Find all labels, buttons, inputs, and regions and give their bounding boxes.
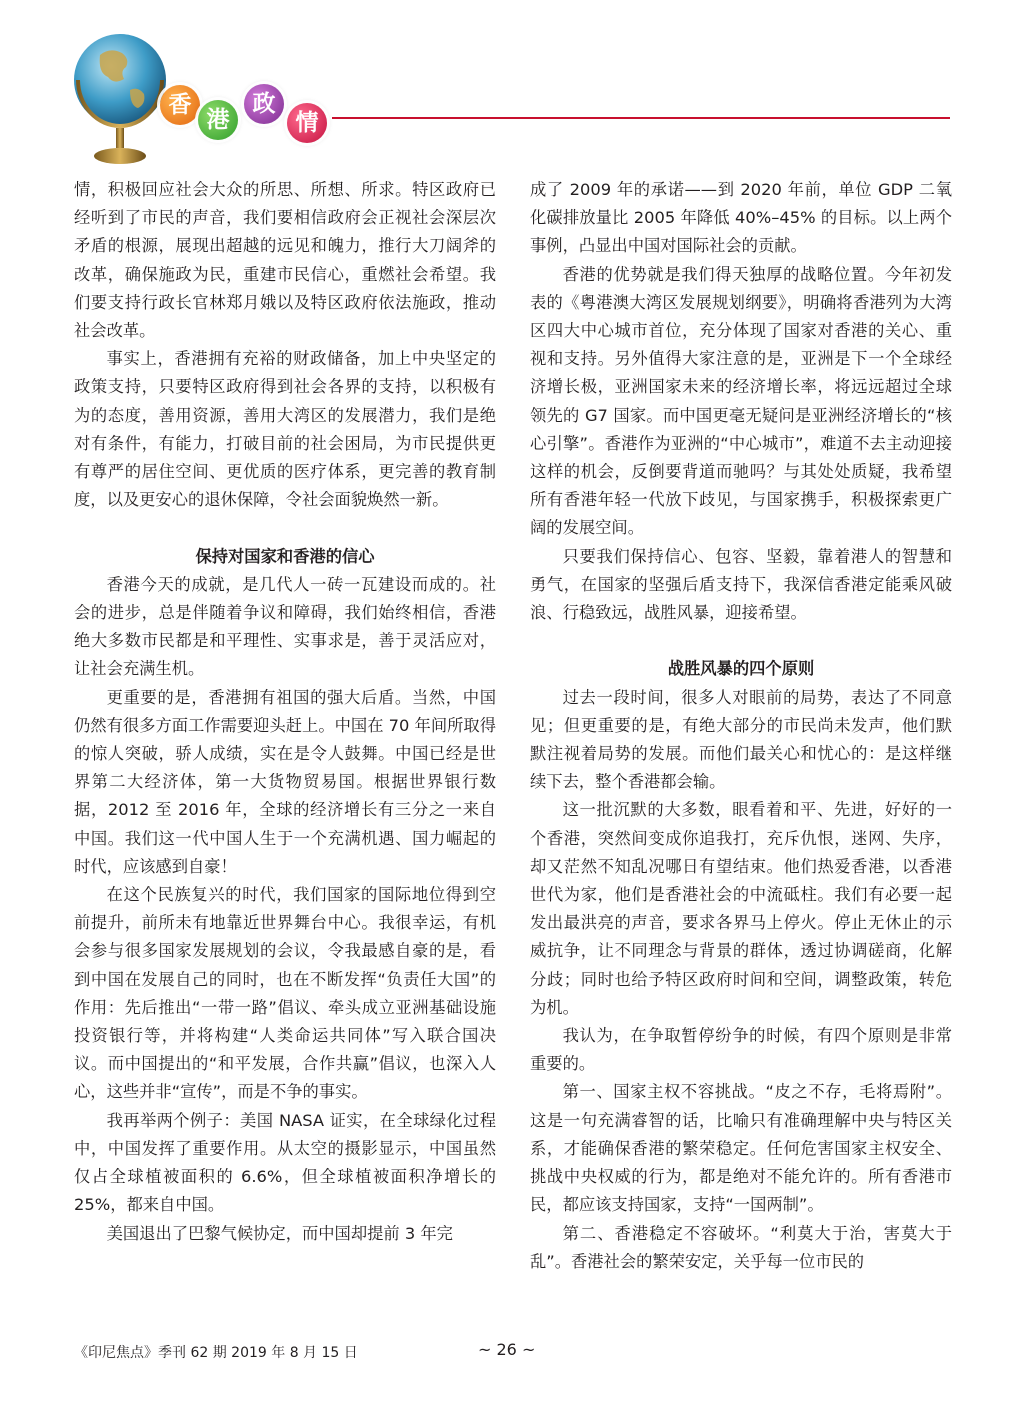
paragraph: 事实上，香港拥有充裕的财政储备，加上中央坚定的政策支持，只要特区政府得到社会各界的支持，以积极有为的态度，善用资源，善用大湾区的发展潜力，我们是绝对有条件，有能力，打破目前的社会困局，为市民提供更有尊严的居住空间、更优质的医疗体系，更完善的教育制度，以及更安心的退休保障，令社会面貌焕然一新。 — [74, 349, 496, 510]
left-column — [74, 176, 496, 1248]
publication-info: 《印尼焦点》季刊 62 期 2019 年 8 月 15 日 — [74, 1345, 358, 1361]
paragraph: 我再举两个例子：美国 NASA 证实，在全球绿化过程中，中国发挥了重要作用。从太空的摄影显示，中国虽然仅占全球植被面积的 6.6%，但全球植被面积净增长的 25%，都来自中国。 — [74, 1110, 496, 1215]
paragraph: 香港的优势就是我们得天独厚的战略位置。今年初发表的《粤港澳大湾区发展规划纲要》，明确将香港列为大湾区四大中心城市首位，充分体现了国家对香港的关心、重视和支持。另外值得大家注意的是，亚洲是下一个全球经济增长极，亚洲国家未来的经济增长率，将远远超过全球领先的 G7 国家。而中国更毫无疑问是亚洲经济增长的“核心引擎”。香港作为亚洲的“中心城市”，难道不去主动迎接这样的机会，反倒要背道而驰吗？与其处处质疑，我希望所有香港年轻一代放下歧见，与国家携手，积极探索更广阔的发展空间。 — [530, 264, 952, 538]
header-badge: 情 — [287, 103, 327, 143]
page-header — [0, 0, 1024, 175]
header-badge: 政 — [244, 84, 284, 124]
paragraph: 在这个民族复兴的时代，我们国家的国际地位得到空前提升，前所未有地靠近世界舞台中心。我很幸运，有机会参与很多国家发展规划的会议，令我最感自豪的是，看到中国在发展自己的同时，也在不断发挥“负责任大国”的作用：先后推出“一带一路”倡议、牵头成立亚洲基础设施投资银行等，并将构建“人类命运共同体”写入联合国决议。而中国提出的“和平发展，合作共赢”倡议，也深入人心，这些并非“宣传”，而是不争的事实。 — [74, 885, 496, 1102]
paragraph: 第二、香港稳定不容破坏。“利莫大于治，害莫大于乱”。香港社会的繁荣安定，关乎每一位市民的 — [530, 1223, 952, 1271]
paragraph: 第一、国家主权不容挑战。“皮之不存，毛将焉附”。这是一句充满睿智的话，比喻只有准确理解中央与特区关系，才能确保香港的繁荣稳定。任何危害国家主权安全、挑战中央权威的行为，都是绝对不能允许的。所有香港市民，都应该支持国家，支持“一国两制”。 — [530, 1082, 952, 1215]
header-badge: 港 — [198, 100, 238, 140]
paragraph: 只要我们保持信心、包容、坚毅，靠着港人的智慧和勇气，在国家的坚强后盾支持下，我深信香港定能乘风破浪、行稳致远，战胜风暴，迎接希望。 — [530, 546, 952, 623]
right-column — [530, 176, 952, 1276]
header-rule — [332, 117, 950, 119]
paragraph: 我认为，在争取暂停纷争的时候，有四个原则是非常重要的。 — [530, 1026, 952, 1074]
paragraph: 这一批沉默的大多数，眼看着和平、先进，好好的一个香港，突然间变成你追我打，充斥仇恨，迷网、失序，却又茫然不知乱况哪日有望结束。他们热爱香港，以香港世代为家，他们是香港社会的中流砥柱。我们有必要一起发出最洪亮的声音，要求各界马上停火。停止无休止的示威抗争，让不同理念与背景的群体，透过协调磋商，化解分歧；同时也给予特区政府时间和空间，调整政策，转危为机。 — [530, 800, 952, 1017]
section-heading: 战胜风暴的四个原则 — [667, 659, 815, 679]
paragraph: 情，积极回应社会大众的所思、所想、所求。特区政府已经听到了市民的声音，我们要相信政府会正视社会深层次矛盾的根源，展现出超越的远见和魄力，推行大刀阔斧的改革，确保施政为民，重建市民信心，重燃社会希望。我们要支持行政长官林郑月娥以及特区政府依法施政，推动社会改革。 — [74, 180, 496, 341]
section-heading: 保持对国家和香港的信心 — [195, 546, 375, 566]
page-number: ~ 26 ~ — [478, 1340, 536, 1359]
paragraph: 成了 2009 年的承诺——到 2020 年前，单位 GDP 二氧化碳排放量比 2005 年降低 40%–45% 的目标。以上两个事例，凸显出中国对国际社会的贡献。 — [530, 180, 952, 256]
paragraph: 美国退出了巴黎气候协定，而中国却提前 3 年完 — [106, 1223, 453, 1243]
globe-icon — [70, 10, 170, 170]
paragraph: 过去一段时间，很多人对眼前的局势，表达了不同意见；但更重要的是，有绝大部分的市民尚未发声，他们默默注视着局势的发展。而他们最关心和忧心的：是这样继续下去，整个香港都会输。 — [530, 687, 952, 792]
header-badge: 香 — [160, 85, 200, 125]
paragraph: 香港今天的成就，是几代人一砖一瓦建设而成的。社会的进步，总是伴随着争议和障碍，我们始终相信，香港绝大多数市民都是和平理性、实事求是，善于灵活应对，让社会充满生机。 — [74, 574, 496, 679]
paragraph: 更重要的是，香港拥有祖国的强大后盾。当然，中国仍然有很多方面工作需要迎头赶上。中国在 70 年间所取得的惊人突破，骄人成绩，实在是令人鼓舞。中国已经是世界第二大经济体，第一大货物贸易国。根据世界银行数据，2012 至 2016 年，全球的经济增长有三分之一来自中国。我们这一代中国人生于一个充满机遇、国力崛起的时代，应该感到自豪！ — [74, 687, 496, 876]
